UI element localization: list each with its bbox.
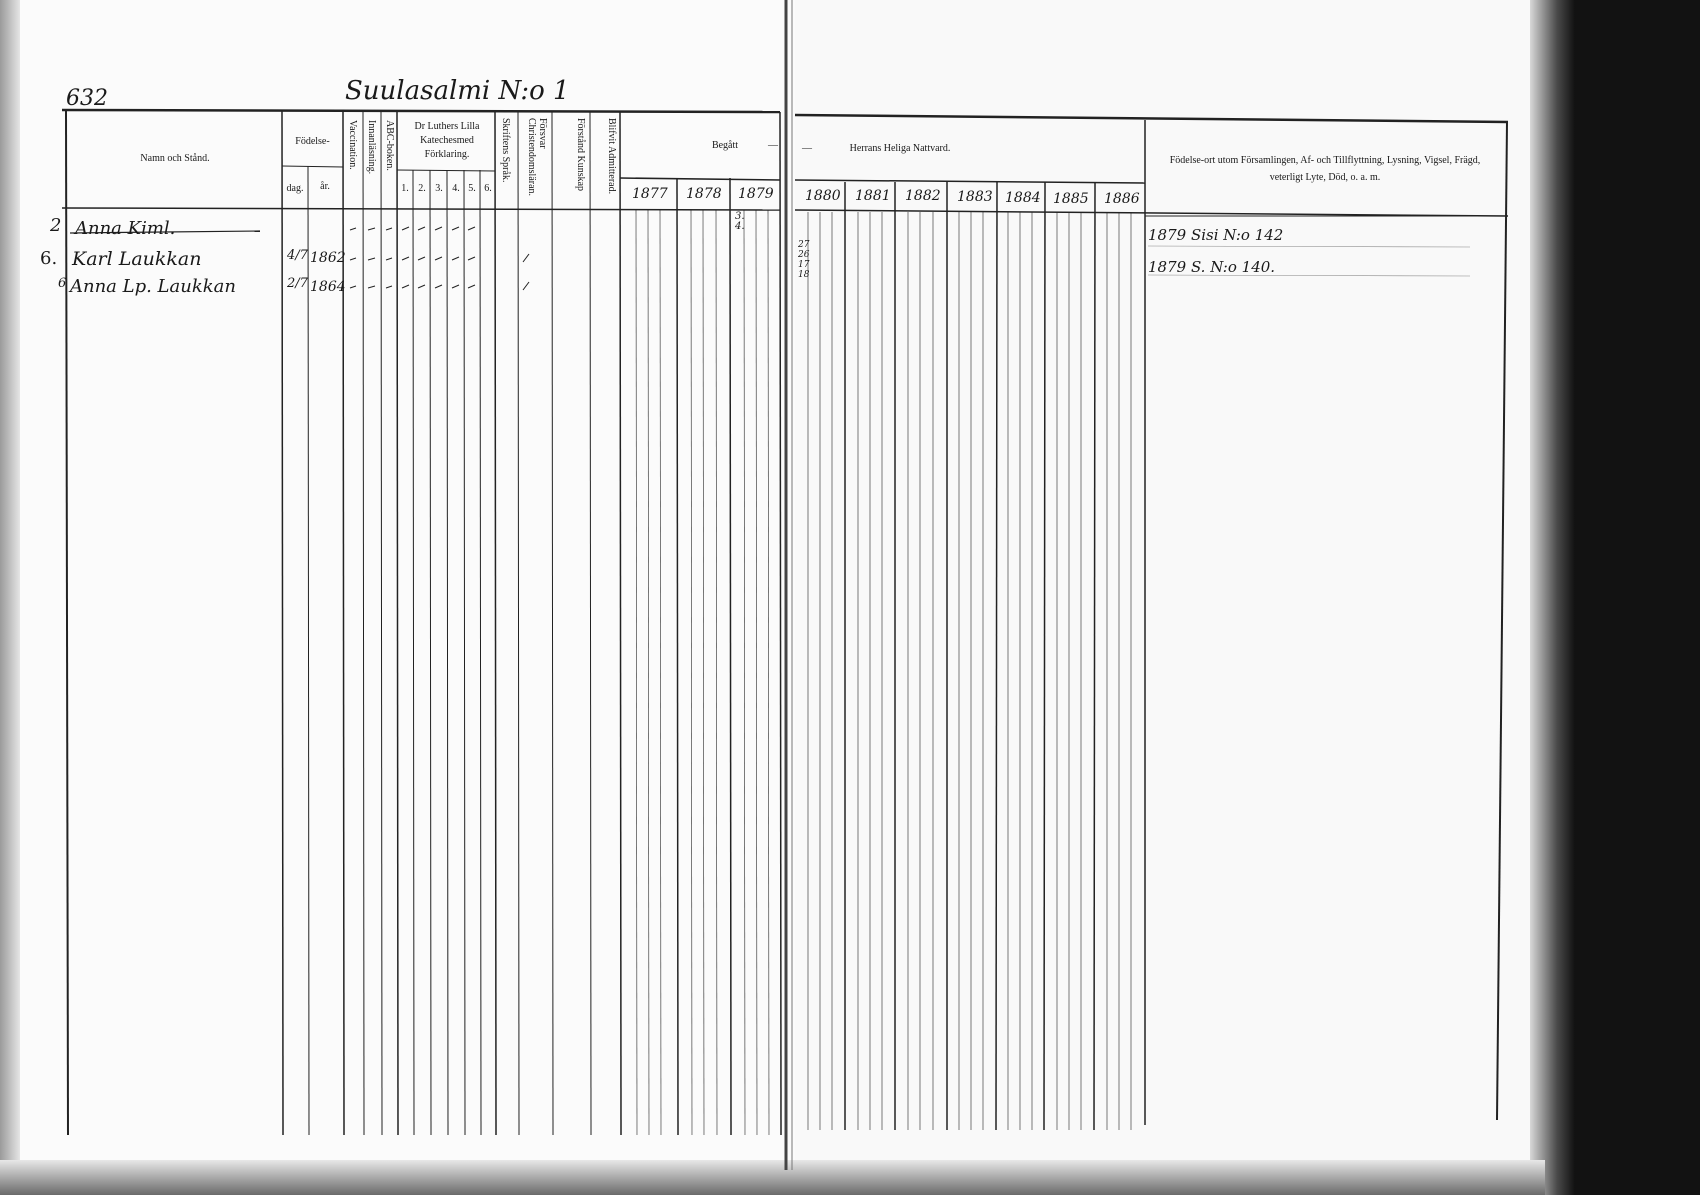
entry-3-birth-year: 1864 xyxy=(310,279,346,295)
year-1878: 1878 xyxy=(686,186,722,202)
communion-mark-1880: 27 26 17 18 xyxy=(798,240,810,280)
entry-3-name: Anna Lp. Laukkan xyxy=(70,276,236,297)
communion-mark-1879: 3. 4. xyxy=(735,211,745,232)
entry-2-note: 1879 Sisi N:o 142 xyxy=(1148,226,1284,244)
entry-3-number: 6 xyxy=(58,276,67,291)
entry-3-birth-day: 2/7 xyxy=(287,276,308,291)
year-1880: 1880 xyxy=(805,188,841,204)
header-vaccination: Vaccination. xyxy=(347,120,358,170)
header-abc: ABC-boken. xyxy=(384,120,395,171)
header-cat-4: 4. xyxy=(452,183,460,194)
entry-2-number: 6. xyxy=(40,248,58,269)
entry-2-name: Karl Laukkan xyxy=(72,248,202,270)
header-admitted: Blifvit Admitterad. xyxy=(606,118,617,195)
entry-1-name: Anna Kiml. xyxy=(75,218,176,239)
header-notes: Födelse-ort utom Församlingen, Af- och Tillflyttning, Lysning, Vigsel, Frägd, veterligt Lyte, Död, o. a. m. xyxy=(1169,155,1481,183)
entry-3-note: 1879 S. N:o 140. xyxy=(1148,258,1276,276)
header-dash-left: — xyxy=(768,140,778,151)
header-christian: Försvar Christendomsläran. xyxy=(526,118,548,197)
header-cat-5: 5. xyxy=(468,183,476,194)
header-communion: Herrans Heliga Nattvard. xyxy=(849,143,951,154)
entry-2-birth-day: 4/7 xyxy=(287,248,308,263)
page-heading: Suulasalmi N:o 1 xyxy=(345,76,570,106)
entry-2-birth-year: 1862 xyxy=(310,250,346,266)
header-cat-2: 2. xyxy=(418,183,426,194)
header-understanding: Förstånd Kunskap xyxy=(575,118,586,192)
year-1885: 1885 xyxy=(1053,191,1089,207)
header-scripture: Skriftens Språk. xyxy=(500,118,511,183)
header-catechism: Dr Luthers Lilla Katechesmed Förklaring. xyxy=(414,121,480,160)
year-1886: 1886 xyxy=(1104,191,1140,207)
header-cat-1: 1. xyxy=(401,183,409,194)
header-birth-day: dag. xyxy=(286,183,304,194)
page-number: 632 xyxy=(66,86,108,111)
entry-1-number: 2 xyxy=(50,215,62,236)
header-begatt: Begått xyxy=(711,140,739,151)
header-birth-year: år. xyxy=(320,181,330,192)
year-1884: 1884 xyxy=(1005,190,1041,206)
header-cat-6: 6. xyxy=(484,183,492,194)
year-1882: 1882 xyxy=(905,188,941,204)
header-cat-3: 3. xyxy=(435,183,443,194)
year-1879: 1879 xyxy=(738,186,774,202)
year-1883: 1883 xyxy=(957,189,993,205)
header-reading: Innanläsning. xyxy=(366,120,377,175)
header-dash-right: — xyxy=(802,143,812,154)
year-1881: 1881 xyxy=(855,188,891,204)
header-name: Namn och Stånd. xyxy=(140,153,210,164)
year-1877: 1877 xyxy=(632,186,668,202)
header-birth: Födelse- xyxy=(295,136,330,147)
